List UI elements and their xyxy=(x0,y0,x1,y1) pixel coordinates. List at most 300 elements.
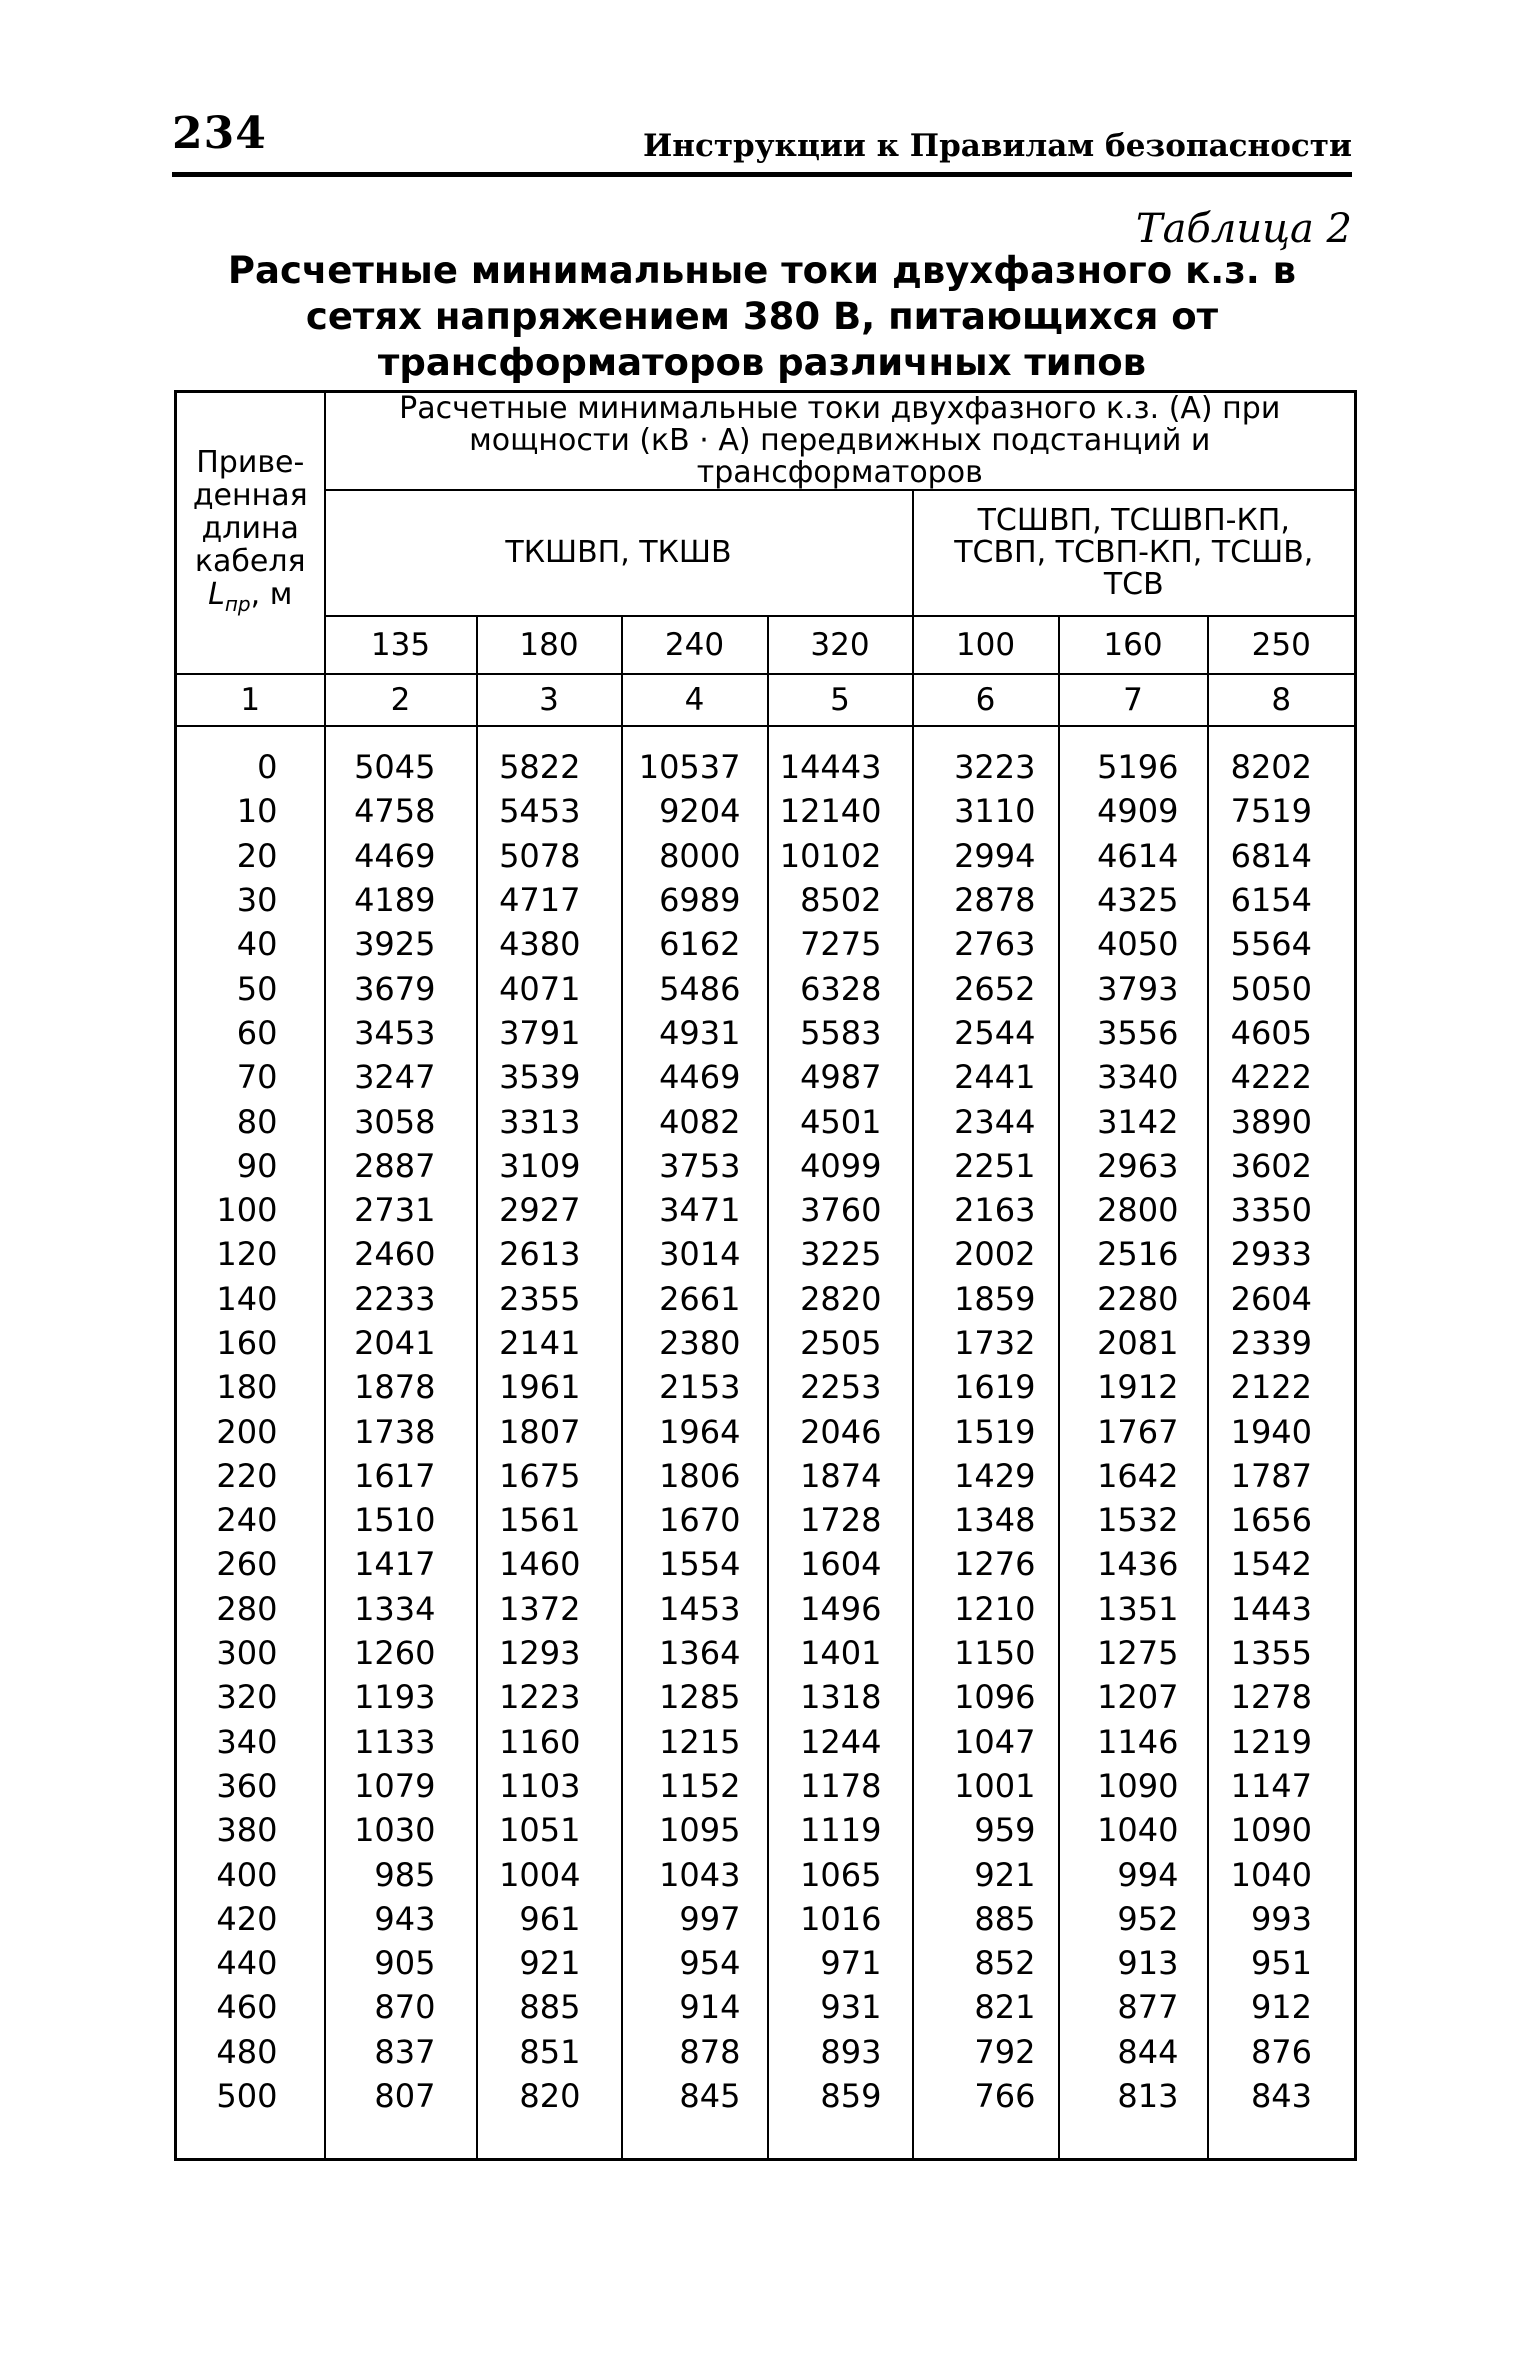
current-value-cell: 954 xyxy=(622,1941,768,1985)
current-value-cell: 3110 xyxy=(913,789,1059,833)
current-value-cell: 2604 xyxy=(1208,1277,1356,1321)
current-value-cell: 2878 xyxy=(913,878,1059,922)
current-value-cell: 1656 xyxy=(1208,1498,1356,1542)
current-value-cell: 5050 xyxy=(1208,966,1356,1010)
table-row xyxy=(176,1808,1356,1852)
running-head: Инструкции к Правилам безопасности xyxy=(642,128,1352,164)
table-row xyxy=(176,966,1356,1010)
current-value-cell: 1401 xyxy=(768,1631,913,1675)
current-value-cell: 813 xyxy=(1059,2074,1208,2118)
current-value-cell: 1355 xyxy=(1208,1631,1356,1675)
column-number-cell: 4 xyxy=(622,674,768,726)
current-value-cell: 6814 xyxy=(1208,834,1356,878)
current-value-cell: 2933 xyxy=(1208,1232,1356,1276)
current-value-cell: 1133 xyxy=(325,1720,477,1764)
cable-length-cell: 200 xyxy=(176,1409,325,1453)
cable-length-cell: 30 xyxy=(176,878,325,922)
cable-length-cell: 420 xyxy=(176,1897,325,1941)
current-value-cell: 1961 xyxy=(477,1365,622,1409)
current-value-cell: 4931 xyxy=(622,1011,768,1055)
cable-length-cell: 100 xyxy=(176,1188,325,1232)
table-row xyxy=(176,922,1356,966)
current-value-cell: 1964 xyxy=(622,1409,768,1453)
cable-length-cell: 140 xyxy=(176,1277,325,1321)
current-value-cell: 1617 xyxy=(325,1454,477,1498)
current-value-cell: 1001 xyxy=(913,1764,1059,1808)
current-value-cell: 4614 xyxy=(1059,834,1208,878)
current-value-cell: 1096 xyxy=(913,1675,1059,1719)
current-value-cell: 1278 xyxy=(1208,1675,1356,1719)
current-value-cell: 1807 xyxy=(477,1409,622,1453)
current-value-cell: 1510 xyxy=(325,1498,477,1542)
current-value-cell: 2081 xyxy=(1059,1321,1208,1365)
table-title: Расчетные минимальные токи двухфазного к.з. в сетях напряжением 380 В, питающихся от трансформаторов различных типов xyxy=(227,249,1297,384)
table-label: Таблица 2 xyxy=(1135,206,1352,252)
current-value-cell: 2339 xyxy=(1208,1321,1356,1365)
current-value-cell: 2820 xyxy=(768,1277,913,1321)
current-value-cell: 1016 xyxy=(768,1897,913,1941)
current-value-cell: 1429 xyxy=(913,1454,1059,1498)
cable-length-cell: 480 xyxy=(176,2030,325,2074)
current-value-cell: 2002 xyxy=(913,1232,1059,1276)
current-value-cell: 885 xyxy=(477,1985,622,2029)
current-value-cell: 820 xyxy=(477,2074,622,2118)
main-header: Расчетные минимальные токи двухфазного к.з. (А) при мощности (кВ · А) передвижных подстанций и трансформаторов xyxy=(325,392,1356,491)
cable-length-cell: 160 xyxy=(176,1321,325,1365)
current-value-cell: 1160 xyxy=(477,1720,622,1764)
current-value-cell: 1147 xyxy=(1208,1764,1356,1808)
current-value-cell: 3471 xyxy=(622,1188,768,1232)
current-value-cell: 971 xyxy=(768,1941,913,1985)
current-value-cell: 5486 xyxy=(622,966,768,1010)
header-rule xyxy=(172,172,1352,177)
current-value-cell: 1874 xyxy=(768,1454,913,1498)
table-row xyxy=(176,1897,1356,1941)
current-value-cell: 1095 xyxy=(622,1808,768,1852)
current-value-cell: 3225 xyxy=(768,1232,913,1276)
kva-header-cell: 100 xyxy=(913,616,1059,674)
current-value-cell: 2141 xyxy=(477,1321,622,1365)
current-value-cell: 921 xyxy=(477,1941,622,1985)
current-value-cell: 1090 xyxy=(1208,1808,1356,1852)
current-value-cell: 10102 xyxy=(768,834,913,878)
current-value-cell: 885 xyxy=(913,1897,1059,1941)
current-value-cell: 1675 xyxy=(477,1454,622,1498)
current-value-cell: 994 xyxy=(1059,1852,1208,1896)
current-value-cell: 2460 xyxy=(325,1232,477,1276)
current-value-cell: 914 xyxy=(622,1985,768,2029)
current-value-cell: 1532 xyxy=(1059,1498,1208,1542)
current-value-cell: 1040 xyxy=(1208,1852,1356,1896)
cable-length-cell: 20 xyxy=(176,834,325,878)
column-number-cell: 7 xyxy=(1059,674,1208,726)
current-value-cell: 1453 xyxy=(622,1587,768,1631)
table-row xyxy=(176,745,1356,789)
current-value-cell: 4071 xyxy=(477,966,622,1010)
current-value-cell: 1043 xyxy=(622,1852,768,1896)
current-value-cell: 3556 xyxy=(1059,1011,1208,1055)
current-value-cell: 3247 xyxy=(325,1055,477,1099)
current-value-cell: 5453 xyxy=(477,789,622,833)
current-value-cell: 2344 xyxy=(913,1099,1059,1143)
current-value-cell: 3142 xyxy=(1059,1099,1208,1143)
current-value-cell: 3453 xyxy=(325,1011,477,1055)
current-value-cell: 1065 xyxy=(768,1852,913,1896)
table-row xyxy=(176,878,1356,922)
current-value-cell: 1079 xyxy=(325,1764,477,1808)
current-value-cell: 4222 xyxy=(1208,1055,1356,1099)
cable-length-cell: 80 xyxy=(176,1099,325,1143)
current-value-cell: 2046 xyxy=(768,1409,913,1453)
current-value-cell: 1738 xyxy=(325,1409,477,1453)
column-number-cell: 2 xyxy=(325,674,477,726)
current-value-cell: 2505 xyxy=(768,1321,913,1365)
current-value-cell: 1728 xyxy=(768,1498,913,1542)
current-value-cell: 993 xyxy=(1208,1897,1356,1941)
kva-header-cell: 135 xyxy=(325,616,477,674)
current-value-cell: 1223 xyxy=(477,1675,622,1719)
current-value-cell: 3760 xyxy=(768,1188,913,1232)
current-value-cell: 4325 xyxy=(1059,878,1208,922)
current-value-cell: 6162 xyxy=(622,922,768,966)
current-value-cell: 2153 xyxy=(622,1365,768,1409)
current-value-cell: 1285 xyxy=(622,1675,768,1719)
cable-length-cell: 320 xyxy=(176,1675,325,1719)
current-value-cell: 2441 xyxy=(913,1055,1059,1099)
current-value-cell: 3791 xyxy=(477,1011,622,1055)
table-row xyxy=(176,834,1356,878)
current-value-cell: 6154 xyxy=(1208,878,1356,922)
current-value-cell: 952 xyxy=(1059,1897,1208,1941)
table-row xyxy=(176,1099,1356,1143)
current-value-cell: 3350 xyxy=(1208,1188,1356,1232)
current-value-cell: 851 xyxy=(477,2030,622,2074)
table-row xyxy=(176,1852,1356,1896)
current-value-cell: 3793 xyxy=(1059,966,1208,1010)
current-value-cell: 4758 xyxy=(325,789,477,833)
current-value-cell: 4469 xyxy=(622,1055,768,1099)
cable-length-cell: 440 xyxy=(176,1941,325,1985)
current-value-cell: 4909 xyxy=(1059,789,1208,833)
current-value-cell: 1318 xyxy=(768,1675,913,1719)
current-value-cell: 2927 xyxy=(477,1188,622,1232)
current-value-cell: 1103 xyxy=(477,1764,622,1808)
current-value-cell: 1146 xyxy=(1059,1720,1208,1764)
current-value-cell: 3313 xyxy=(477,1099,622,1143)
current-value-cell: 2516 xyxy=(1059,1232,1208,1276)
current-value-cell: 1150 xyxy=(913,1631,1059,1675)
current-value-cell: 4501 xyxy=(768,1099,913,1143)
current-value-cell: 1215 xyxy=(622,1720,768,1764)
current-value-cell: 12140 xyxy=(768,789,913,833)
current-value-cell: 1348 xyxy=(913,1498,1059,1542)
current-value-cell: 1443 xyxy=(1208,1587,1356,1631)
table-row xyxy=(176,1055,1356,1099)
current-value-cell: 921 xyxy=(913,1852,1059,1896)
table-row xyxy=(176,2074,1356,2118)
table-bottom-padding xyxy=(176,2118,1356,2160)
current-value-cell: 5583 xyxy=(768,1011,913,1055)
current-value-cell: 3925 xyxy=(325,922,477,966)
current-value-cell: 5078 xyxy=(477,834,622,878)
current-value-cell: 1276 xyxy=(913,1542,1059,1586)
cable-length-cell: 240 xyxy=(176,1498,325,1542)
current-value-cell: 905 xyxy=(325,1941,477,1985)
current-value-cell: 4380 xyxy=(477,922,622,966)
current-value-cell: 1460 xyxy=(477,1542,622,1586)
current-value-cell: 1047 xyxy=(913,1720,1059,1764)
current-value-cell: 1207 xyxy=(1059,1675,1208,1719)
cable-length-cell: 40 xyxy=(176,922,325,966)
cable-length-cell: 460 xyxy=(176,1985,325,2029)
cable-length-cell: 90 xyxy=(176,1144,325,1188)
current-value-cell: 3014 xyxy=(622,1232,768,1276)
group-header-tsshv: ТСШВП, ТСШВП-КП, ТСВП, ТСВП-КП, ТСШВ, ТСВ xyxy=(913,490,1356,616)
current-value-cell: 1619 xyxy=(913,1365,1059,1409)
current-value-cell: 4469 xyxy=(325,834,477,878)
cable-length-cell: 60 xyxy=(176,1011,325,1055)
current-value-cell: 1051 xyxy=(477,1808,622,1852)
current-value-cell: 837 xyxy=(325,2030,477,2074)
table-row xyxy=(176,1720,1356,1764)
cable-length-cell: 500 xyxy=(176,2074,325,2118)
current-value-cell: 2800 xyxy=(1059,1188,1208,1232)
current-value-cell: 2544 xyxy=(913,1011,1059,1055)
cable-length-cell: 340 xyxy=(176,1720,325,1764)
current-value-cell: 2661 xyxy=(622,1277,768,1321)
table-row xyxy=(176,1631,1356,1675)
cable-length-cell: 50 xyxy=(176,966,325,1010)
current-value-cell: 912 xyxy=(1208,1985,1356,2029)
current-value-cell: 4189 xyxy=(325,878,477,922)
table-row xyxy=(176,1409,1356,1453)
current-value-cell: 2963 xyxy=(1059,1144,1208,1188)
table-row xyxy=(176,1232,1356,1276)
current-value-cell: 3109 xyxy=(477,1144,622,1188)
current-value-cell: 985 xyxy=(325,1852,477,1896)
cable-length-cell: 300 xyxy=(176,1631,325,1675)
current-value-cell: 8502 xyxy=(768,878,913,922)
current-value-cell: 1219 xyxy=(1208,1720,1356,1764)
cable-length-cell: 220 xyxy=(176,1454,325,1498)
current-value-cell: 1372 xyxy=(477,1587,622,1631)
current-value-cell: 1364 xyxy=(622,1631,768,1675)
current-value-cell: 1496 xyxy=(768,1587,913,1631)
current-value-cell: 877 xyxy=(1059,1985,1208,2029)
table-row xyxy=(176,1188,1356,1232)
current-value-cell: 859 xyxy=(768,2074,913,2118)
current-value-cell: 1878 xyxy=(325,1365,477,1409)
cable-length-cell: 70 xyxy=(176,1055,325,1099)
current-value-cell: 1642 xyxy=(1059,1454,1208,1498)
cable-length-cell: 400 xyxy=(176,1852,325,1896)
group-header-tkshv: ТКШВП, ТКШВ xyxy=(325,490,913,616)
table-row xyxy=(176,1454,1356,1498)
table-row xyxy=(176,1941,1356,1985)
current-value-cell: 1670 xyxy=(622,1498,768,1542)
table-row xyxy=(176,1144,1356,1188)
current-value-cell: 1334 xyxy=(325,1587,477,1631)
current-value-cell: 2041 xyxy=(325,1321,477,1365)
current-value-cell: 997 xyxy=(622,1897,768,1941)
current-value-cell: 3679 xyxy=(325,966,477,1010)
current-value-cell: 1859 xyxy=(913,1277,1059,1321)
table-spacer-row xyxy=(176,726,1356,745)
current-value-cell: 844 xyxy=(1059,2030,1208,2074)
current-value-cell: 1210 xyxy=(913,1587,1059,1631)
table-row xyxy=(176,1764,1356,1808)
current-value-cell: 1293 xyxy=(477,1631,622,1675)
current-value-cell: 8202 xyxy=(1208,745,1356,789)
table-row xyxy=(176,1587,1356,1631)
cable-length-cell: 260 xyxy=(176,1542,325,1586)
table-row xyxy=(176,2030,1356,2074)
current-value-cell: 5822 xyxy=(477,745,622,789)
current-value-cell: 3753 xyxy=(622,1144,768,1188)
current-value-cell: 5564 xyxy=(1208,922,1356,966)
kva-header-cell: 180 xyxy=(477,616,622,674)
table-row xyxy=(176,789,1356,833)
column-number-cell: 8 xyxy=(1208,674,1356,726)
column-number-cell: 1 xyxy=(176,674,325,726)
current-value-cell: 943 xyxy=(325,1897,477,1941)
current-value-cell: 3223 xyxy=(913,745,1059,789)
current-value-cell: 4717 xyxy=(477,878,622,922)
current-value-cell: 1152 xyxy=(622,1764,768,1808)
current-value-cell: 1040 xyxy=(1059,1808,1208,1852)
current-value-cell: 2652 xyxy=(913,966,1059,1010)
current-value-cell: 1090 xyxy=(1059,1764,1208,1808)
length-header xyxy=(176,392,325,675)
current-value-cell: 2122 xyxy=(1208,1365,1356,1409)
current-value-cell: 1561 xyxy=(477,1498,622,1542)
current-value-cell: 2233 xyxy=(325,1277,477,1321)
current-value-cell: 4050 xyxy=(1059,922,1208,966)
current-value-cell: 870 xyxy=(325,1985,477,2029)
table-row xyxy=(176,1321,1356,1365)
current-value-cell: 1554 xyxy=(622,1542,768,1586)
current-value-cell: 766 xyxy=(913,2074,1059,2118)
current-value-cell: 2994 xyxy=(913,834,1059,878)
current-value-cell: 1519 xyxy=(913,1409,1059,1453)
current-value-cell: 2355 xyxy=(477,1277,622,1321)
current-value-cell: 1193 xyxy=(325,1675,477,1719)
cable-length-cell: 380 xyxy=(176,1808,325,1852)
current-value-cell: 1004 xyxy=(477,1852,622,1896)
current-value-cell: 1912 xyxy=(1059,1365,1208,1409)
kva-header-cell: 160 xyxy=(1059,616,1208,674)
cable-length-cell: 0 xyxy=(176,745,325,789)
length-header-symbol: $L_{пр}$, м xyxy=(208,576,293,616)
page-number: 234 xyxy=(172,108,267,159)
column-number-cell: 3 xyxy=(477,674,622,726)
current-value-cell: 792 xyxy=(913,2030,1059,2074)
current-value-cell: 893 xyxy=(768,2030,913,2074)
current-value-cell: 2763 xyxy=(913,922,1059,966)
current-value-cell: 3539 xyxy=(477,1055,622,1099)
current-value-cell: 4082 xyxy=(622,1099,768,1143)
current-value-cell: 5045 xyxy=(325,745,477,789)
current-value-cell: 845 xyxy=(622,2074,768,2118)
table-row xyxy=(176,1675,1356,1719)
current-value-cell: 2253 xyxy=(768,1365,913,1409)
current-value-cell: 2163 xyxy=(913,1188,1059,1232)
current-value-cell: 3058 xyxy=(325,1099,477,1143)
current-value-cell: 2731 xyxy=(325,1188,477,1232)
current-value-cell: 1604 xyxy=(768,1542,913,1586)
length-header-label: Приве-денная длина кабеля xyxy=(192,444,308,579)
current-value-cell: 1940 xyxy=(1208,1409,1356,1453)
current-value-cell: 4987 xyxy=(768,1055,913,1099)
current-value-cell: 3890 xyxy=(1208,1099,1356,1143)
current-value-cell: 1767 xyxy=(1059,1409,1208,1453)
current-value-cell: 951 xyxy=(1208,1941,1356,1985)
current-value-cell: 843 xyxy=(1208,2074,1356,2118)
current-value-cell: 913 xyxy=(1059,1941,1208,1985)
cable-length-cell: 180 xyxy=(176,1365,325,1409)
current-value-cell: 876 xyxy=(1208,2030,1356,2074)
current-value-cell: 2280 xyxy=(1059,1277,1208,1321)
current-value-cell: 1542 xyxy=(1208,1542,1356,1586)
current-value-cell: 14443 xyxy=(768,745,913,789)
current-value-cell: 1178 xyxy=(768,1764,913,1808)
current-value-cell: 1351 xyxy=(1059,1587,1208,1631)
current-value-cell: 2380 xyxy=(622,1321,768,1365)
current-value-cell: 852 xyxy=(913,1941,1059,1985)
cable-length-cell: 10 xyxy=(176,789,325,833)
current-value-cell: 1806 xyxy=(622,1454,768,1498)
current-value-cell: 4605 xyxy=(1208,1011,1356,1055)
current-value-cell: 6989 xyxy=(622,878,768,922)
current-value-cell: 807 xyxy=(325,2074,477,2118)
current-value-cell: 10537 xyxy=(622,745,768,789)
cable-length-cell: 360 xyxy=(176,1764,325,1808)
cable-length-cell: 280 xyxy=(176,1587,325,1631)
current-value-cell: 1244 xyxy=(768,1720,913,1764)
current-value-cell: 961 xyxy=(477,1897,622,1941)
current-value-cell: 959 xyxy=(913,1808,1059,1852)
current-value-cell: 1787 xyxy=(1208,1454,1356,1498)
table-row xyxy=(176,1365,1356,1409)
current-value-cell: 7519 xyxy=(1208,789,1356,833)
current-value-cell: 878 xyxy=(622,2030,768,2074)
current-value-cell: 1119 xyxy=(768,1808,913,1852)
current-value-cell: 1275 xyxy=(1059,1631,1208,1675)
table-row xyxy=(176,1985,1356,2029)
table-row xyxy=(176,1542,1356,1586)
current-value-cell: 2613 xyxy=(477,1232,622,1276)
current-value-cell: 5196 xyxy=(1059,745,1208,789)
current-value-cell: 3340 xyxy=(1059,1055,1208,1099)
current-value-cell: 1417 xyxy=(325,1542,477,1586)
current-value-cell: 1260 xyxy=(325,1631,477,1675)
kva-header-cell: 250 xyxy=(1208,616,1356,674)
table-row xyxy=(176,1011,1356,1055)
column-number-cell: 6 xyxy=(913,674,1059,726)
current-value-cell: 7275 xyxy=(768,922,913,966)
cable-length-cell: 120 xyxy=(176,1232,325,1276)
current-value-cell: 8000 xyxy=(622,834,768,878)
current-value-cell: 2251 xyxy=(913,1144,1059,1188)
current-value-cell: 1436 xyxy=(1059,1542,1208,1586)
column-number-cell: 5 xyxy=(768,674,913,726)
current-value-cell: 4099 xyxy=(768,1144,913,1188)
current-value-cell: 2887 xyxy=(325,1144,477,1188)
current-value-cell: 6328 xyxy=(768,966,913,1010)
current-value-cell: 1732 xyxy=(913,1321,1059,1365)
table-row xyxy=(176,1277,1356,1321)
table-row xyxy=(176,1498,1356,1542)
